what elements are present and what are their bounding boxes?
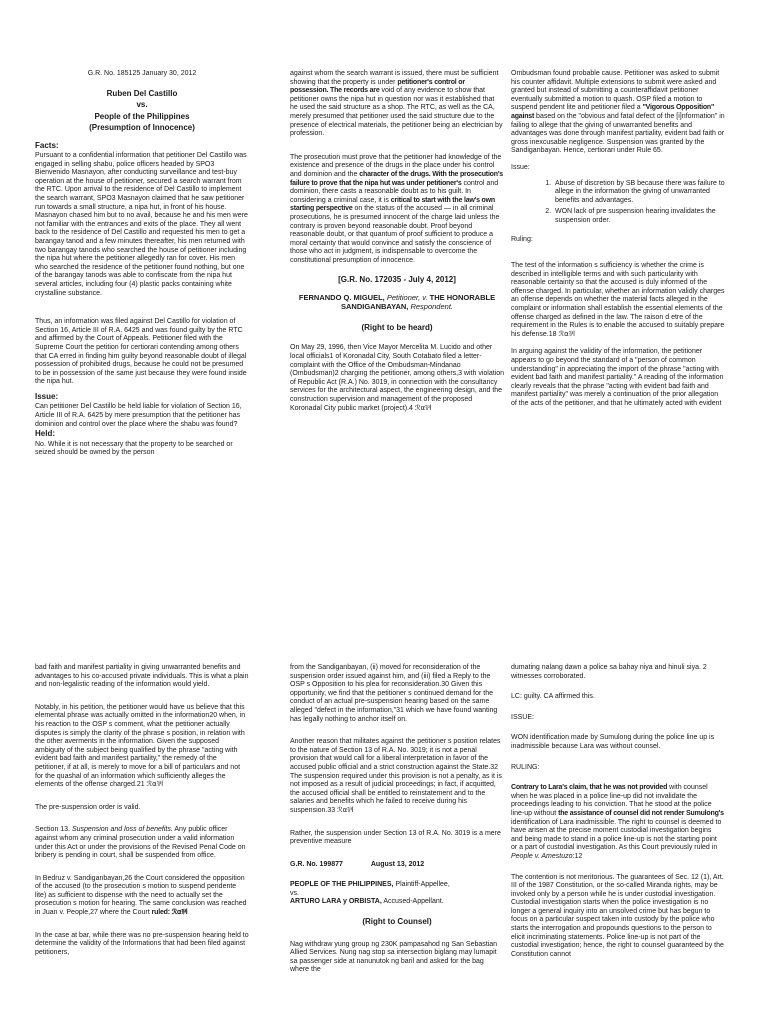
ombudsman-paragraph	[511, 70, 725, 156]
text-run: Section 13.	[35, 826, 72, 834]
spacer	[290, 146, 504, 154]
italic-text: Suspension and loss of benefits.	[71, 826, 173, 834]
case3-gr-number: G.R. No. 199877	[290, 860, 343, 868]
lower-court-paragraph: LC: guilty. CA affirmed this.	[511, 693, 595, 701]
case1-title-vs: vs.	[136, 100, 148, 110]
highlighted-text: petitioner's control or possession. The records are	[290, 78, 465, 95]
reconsideration-paragraph: from the Sandiganbayan, (ii) moved for reconsideration of the suspension order issued against him, and (iii) filed a Reply to the OSP s Opposition to his plea for reconsideration.30 Given this opportunity, we find that the petitioner s continued demand for the conduct of an actual pre-suspension hearing based on the same alleged "defect in the information,"31 which we have found wanting has legally nothing to anchor itself on.	[290, 664, 498, 723]
text-run: Any public officer against whom any criminal prosecution under a valid information under this Act or under the provisions of the Revised Penal Code on bribery is pending in court, shall be suspended from office.	[35, 826, 246, 860]
facts-paragraph: Pursuant to a confidential information that petitioner Del Castillo was engaged in selling shabu, police officers headed by SPO3 Bienvenido Masnayon, after conducting surveillance and test-buy operation at the house of petitioner, secured a search warrant from the RTC. Upon arrival to the residence of Del Castillo to implement the search warrant, SPO3 Masnayon claimed that he saw petitioner run towards a small structure, a nipa hut, in front of his house. Masnayon chased him but to no avail, because he and his men were not familiar with the entrances and exits of the place. They all went back to the residence of Del Castillo and requested his men to get a barangay tanod and a few minutes thereafter, his men returned with two barangay tanods who searched the house of petitioner including the nipa hut where the petitioner allegedly ran for cover. His men who searched the residence of the petitioner found nothing, but one of the barangay tanods was able to confiscate from the nipa hut several articles, including four (4) plastic packs containing white crystalline substance.	[35, 152, 248, 297]
page2-column-2	[290, 664, 504, 982]
pre-suspension-paragraph: The pre-suspension order is valid.	[35, 803, 141, 811]
issue-paragraph: WON identification made by Sumulong during the police line up is inadmissible because Lara was without counsel.	[511, 734, 715, 750]
case1-title-topic: (Presumption of Innocence)	[89, 123, 195, 133]
highlighted-text: "Vigorous Opposition" against	[511, 104, 715, 120]
section-13-paragraph	[35, 826, 249, 860]
text-run: The prosecution must prove that the petitioner had knowledge of the existence and presence of the drugs in the place under his control and dominion and the	[290, 153, 502, 178]
case1-gr-number: G.R. No. 185125 January 30, 2012	[87, 70, 197, 77]
bedruz-paragraph	[35, 875, 249, 918]
text-run: void of any evidence to show that petitioner owns the nipa hut in question nor was it established that he used the said structure as a shop. The RTC, as well as the CA, merely presumed that petitioner used the said structure due to the presence of electrical materials, the petitioner being an electrician by profession.	[290, 87, 503, 138]
party-name: PEOPLE OF THE PHILIPPINES,	[290, 881, 394, 889]
issue-label: ISSUE:	[511, 713, 534, 721]
ruling-paragraph	[511, 784, 725, 861]
text-run: :12	[572, 852, 583, 860]
petition-paragraph: Notably, in his petition, the petitioner would have us believe that this elemental phrase was actually omitted in the information20 when, in his reaction to the OSP s comment, what the petitioner actually disputes is simply the clarity of the phrase s position, in relation with the other averments in the information. Given the supposed ambiguity of the subject being qualified by the phrase "acting with evident bad faith and manifest partiality," the remedy of the petitioner, if at all, is merely to move for a bill of particulars and not for the quashal of an information which sufficiently alleges the elements of the offense charged.21 ℛ⍺⅌l	[35, 703, 246, 789]
text-run: Ombudsman found probable cause. Petitioner was asked to submit his counter affidavit. Multiple extensions to submit were asked and granted but instead of submitting a counteraffidavit petitioner eventually submitted a motion to quash. OSP filed a motion to suspend pendent lite and petitioner filed a	[511, 70, 720, 112]
text-run: against whom the search warrant is issued, there must be sufficient showing that the property is under	[290, 70, 499, 86]
robbery-paragraph: Nag withdraw yung group ng 230K pampasahod ng San Sebastian Allied Services. Nung nag stop sa intersection biglang may lumapit sa passenger side at nanunutok ng baril and asked for the bag where the	[290, 940, 498, 974]
case2-parties	[290, 293, 504, 311]
ruling-label: RULING:	[511, 763, 540, 771]
issue-heading: Issue:	[35, 391, 59, 401]
penal-provision-paragraph: Another reason that militates against the petitioner s position relates to the nature of Section 13 of R.A. No. 3019; it is not a penal provision that would call for a liberal interpretation in favor of the accused public official and a strict construction against the State.32 The suspension required under this provision is not a penalty, as it is not imposed as a result of judicial proceedings; in fact, if acquitted, the accused official shall be entitled to reinstatement and to the salaries and benefits which he failed to receive during his suspension.33 ℛ⍺⅌l	[290, 738, 502, 814]
case2-topic: (Right to be heard)	[361, 322, 433, 332]
complaint-paragraph: On May 29, 1996, then Vice Mayor Mercelita M. Lucido and other local officials1 of Koronadal City, South Cotabato filed a letter-complaint with the Office of the Ombudsman-Mindanao (Ombudsman)2 charging the petitioner, among others,3 with violation of Republic Act (R.A.) No. 3019, in connection with the consultancy services for the architectural aspect, the engineering design, and the construction supervision and management of the proposed Koronadal City public market (project).4 ℛ⍺⅌l	[290, 344, 505, 412]
text-run: on the status of the accused — in all criminal prosecutions, he is presumed innocent of the charge laid unless the contrary is proven beyond reasonable doubt. Proof beyond reasonable doubt, or that quantum of proof sufficient to produce a moral certainty that would convince and satisfy the conscience of those who act in judgment, is indispensable to overcome the constitutional presumption of innocence.	[290, 205, 500, 264]
page2-column-3	[511, 664, 725, 966]
case-at-bar-paragraph: In the case at bar, while there was no pre-suspension hearing held to determine the validity of the Informations that had been filed against petitioners,	[35, 931, 249, 956]
vs-text: vs.	[290, 889, 299, 897]
party-role: Respondent.	[408, 301, 453, 311]
contention-paragraph: The contention is not meritorious. The guarantees of Sec. 12 (1), Art. III of the 1987 Constitution, or the so-called Miranda rights, may be invoked only by a person while he is under custodial investigation. Custodial investigation starts when the police investigation is no longer a general inquiry into an unsolved crime but has begun to focus on a particular suspect taken into custody by the police who starts the interrogation and propounds questions to the person to elicit incriminating statements. Police line-up is not part of the custodial investigation; hence, the right to counsel guaranteed by the Constitution cannot	[511, 873, 724, 958]
case2-gr-number: [G.R. No. 172035 - July 4, 2012]	[338, 275, 456, 285]
highlighted-text: ruled: ℛ⍺⅌l	[151, 909, 188, 917]
preventive-measure-paragraph: Rather, the suspension under Section 13 of R.A. No. 3019 is a mere preventive measure	[290, 829, 501, 846]
page2-column-1	[35, 664, 249, 964]
party-name: ARTURO LARA y ORBISTA,	[290, 898, 382, 906]
issue-paragraph: Can petitioner Del Castillo be held liable for violation of Section 16, Article III of R.A. 6425 by mere presumption that the petitioner has dominion and control over the place where the shabu was found?	[35, 403, 242, 428]
search-warrant-paragraph	[290, 70, 504, 139]
text-run: control and dominion, there casts a reasonable doubt as to his guilt. In considering a criminal case, it is	[290, 179, 499, 204]
party-role: Accused-Appellant.	[381, 898, 444, 906]
party-name: THE HONORABLE SANDIGANBAYAN,	[340, 292, 496, 311]
issue-item: 2. WON lack of pre suspension hearing invalidates the suspension order.	[553, 208, 725, 225]
highlighted-text: the assistance of counsel did not render Sumulong's	[558, 809, 724, 817]
arrest-paragraph: dumating nalang dawn a police sa bahay niya and hinuli siya. 2 witnesses corroborated.	[511, 664, 707, 680]
party-name: FERNANDO Q. MIGUEL,	[298, 292, 385, 302]
highlighted-text: character of the drugs. With the prosecution's failure to prove that the nipa hut was under petitioner's	[290, 170, 503, 187]
held-paragraph: No. While it is not necessary that the property to be searched or seized should be owned by the person	[35, 440, 233, 457]
case1-title-petitioner: Ruben Del Castillo	[106, 88, 178, 98]
italic-text: People v. Amestuzo	[511, 852, 573, 860]
validity-argument-paragraph: In arguing against the validity of the information, the petitioner appears to go beyond the standard of a "person of common understanding" in appreciating the import of the phrase "acting with evident bad faith and manifest partiality." A reading of the information clearly reveals that the phrase "acting with evident bad faith and manifest partiality" was merely a continuation of the prior allegation of the acts of the petitioner, and that he ultimately acted with evident	[511, 348, 724, 407]
party-role: Plaintiff-Appellee,	[393, 881, 450, 889]
issue-list	[511, 180, 725, 226]
highlighted-text: critical to start with the law's own starting perspective	[290, 196, 495, 213]
information-test-paragraph: The test of the information s sufficiency is whether the crime is described in intelligible terms and with such particularity with reasonable certainty so that the accused is duly informed of the offense charged. In particular, whether an information validly charges an offense depends on whether the material facts alleged in the complaint or information shall establish the essential elements of the offense charged as defined in the law. The raison d etre of the requirement in the Rules is to enable the accused to suitably prepare his defense.18 ℛ⍺⅌l	[511, 262, 725, 338]
party-role: Petitioner, v.	[384, 292, 430, 302]
case3-header	[290, 861, 504, 870]
case1-title-respondent: People of the Philippines	[94, 111, 190, 121]
text-run: with counsel when he was placed in a police line-up did not invalidate the proceedings leading to his conviction. That he stood at the police line-up without	[511, 784, 712, 817]
prosecution-paragraph	[290, 154, 504, 266]
issue-item: 1. Abuse of discretion by SB because there was failure to allege in the information the giving of unwarranted benefits and advantages.	[553, 180, 725, 206]
highlighted-text: Contrary to Lara's claim, that he was not provided	[511, 784, 668, 792]
page1-column-2	[290, 70, 504, 420]
ruling-label: Ruling:	[511, 235, 533, 243]
facts-heading: Facts:	[35, 140, 59, 150]
text-run: In Bedruz v. Sandiganbayan,26 the Court considered the opposition of the accused (to the prosecution s motion to suspend pendente lite) as sufficient to dispense with the need to actually set the prosecution s motion for hearing. The same conclusion was reached in Juan v. People,27 where the Court	[35, 874, 247, 917]
case3-parties	[290, 881, 504, 907]
page1-column-3	[511, 70, 725, 416]
bad-faith-paragraph: bad faith and manifest partiality in giving unwarranted benefits and advantages to his co-accused private individuals. This is what a plain and non-legalistic reading of the information would yield.	[35, 664, 249, 689]
held-heading: Held:	[35, 429, 55, 439]
text-run: identification of Lara inadmissible. The right to counsel is deemed to have arisen at the precise moment custodial investigation begins and being made to stand in a police line-up is not the starting point or a part of custodial investigation. As this Court previously ruled in	[511, 818, 722, 852]
thus-paragraph: Thus, an information was filed against Del Castillo for violation of Section 16, Article III of R.A. 6425 and was found guilty by the RTC and affirmed by the Court of Appeals. Petitioner filed with the Supreme Court the petition for certiorari contending among others that CA erred in finding him guilty beyond reasonable doubt of illegal possession of prohibited drugs, because he could not be presumed to be in possession of the same just because they were found inside the nipa hut.	[35, 318, 247, 386]
page1-column-1	[35, 70, 249, 465]
text-run: based on the "obvious and fatal defect of the [i]nformation" in failing to allege that the giving of unwarranted benefits and advantages was done through manifest partiality, evident bad faith or gross inexcusable negligence. Suspension was granted by the Sandiganbayan. Hence, certiorari under Rule 65.	[511, 112, 725, 155]
issue-label: Issue:	[511, 163, 530, 171]
case3-date: August 13, 2012	[370, 860, 425, 868]
case3-topic: (Right to Counsel)	[362, 917, 432, 927]
